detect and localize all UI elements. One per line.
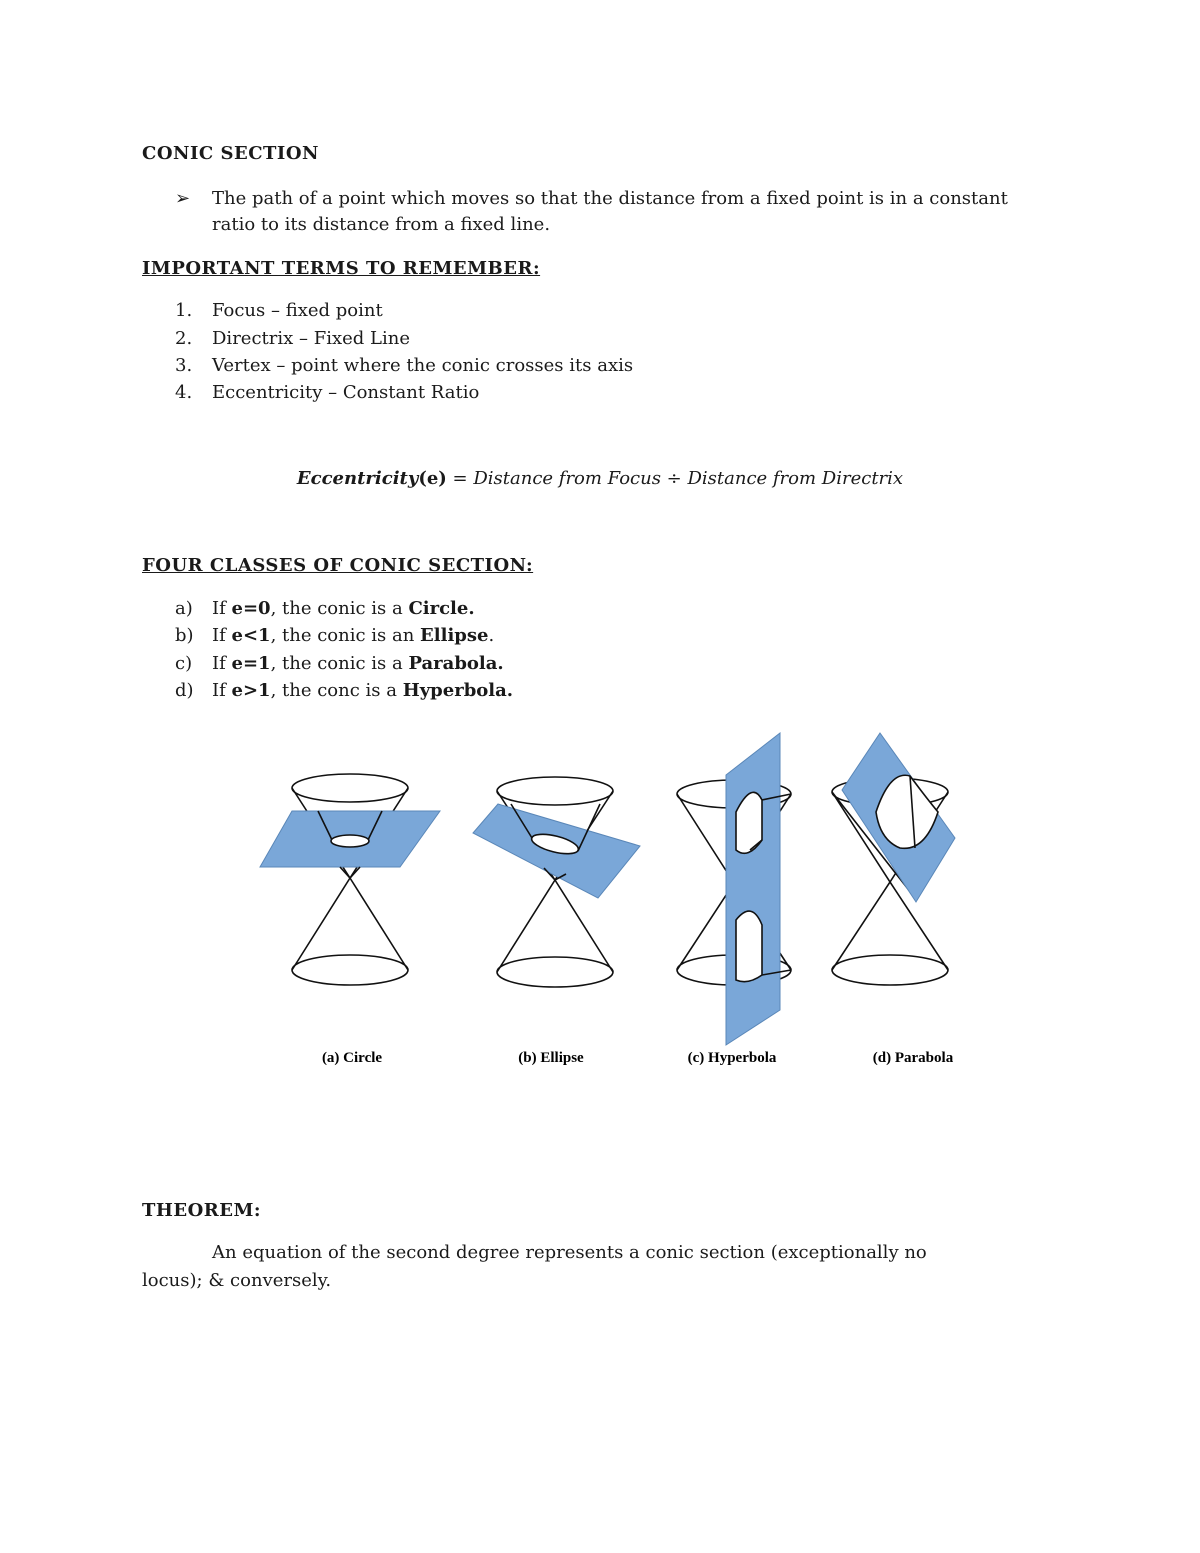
caption-parabola: (d) Parabola xyxy=(872,1050,954,1066)
caption-hyperbola: (c) Hyperbola xyxy=(687,1050,777,1066)
class-text: , the conic is an xyxy=(270,625,421,646)
class-suffix: . xyxy=(488,625,495,646)
class-marker: a) xyxy=(175,598,193,619)
ellipse-diagram xyxy=(473,777,640,987)
class-prefix: If xyxy=(212,680,232,701)
term-number: 1. xyxy=(175,300,193,321)
term-text: Focus – fixed point xyxy=(212,300,383,321)
term-text: Eccentricity – Constant Ratio xyxy=(212,382,480,403)
class-prefix: If xyxy=(212,598,232,619)
caption-circle: (a) Circle xyxy=(321,1050,383,1066)
class-text: , the conc is a xyxy=(270,680,403,701)
hyperbola-diagram xyxy=(677,733,791,1045)
term-number: 4. xyxy=(175,382,193,403)
formula-lhs: Eccentricity xyxy=(296,468,419,489)
class-name: Hyperbola. xyxy=(402,680,514,701)
cutting-plane xyxy=(726,733,780,1045)
term-text: Vertex – point where the conic crosses its axis xyxy=(212,355,634,376)
class-marker: d) xyxy=(175,680,194,701)
theorem-line-2: locus); & conversely. xyxy=(142,1270,332,1291)
definition-line-2: ratio to its distance from a fixed line. xyxy=(212,214,551,235)
class-name: Circle. xyxy=(408,598,475,619)
formula-variable: (e) xyxy=(418,468,447,489)
class-condition: e=0 xyxy=(231,598,271,619)
class-prefix: If xyxy=(212,625,232,646)
classes-title: FOUR CLASSES OF CONIC SECTION: xyxy=(142,555,534,576)
definition-bullet-icon: ➢ xyxy=(175,188,191,209)
class-name: Parabola. xyxy=(408,653,504,674)
class-prefix: If xyxy=(212,653,232,674)
term-number: 3. xyxy=(175,355,193,376)
class-condition: e>1 xyxy=(231,680,271,701)
caption-ellipse: (b) Ellipse xyxy=(518,1050,584,1066)
term-number: 2. xyxy=(175,328,193,349)
class-name: Ellipse xyxy=(420,625,489,646)
theorem-title: THEOREM: xyxy=(142,1200,262,1221)
formula-rhs: = Distance from Focus ÷ Distance from Directrix xyxy=(452,468,904,489)
parabola-diagram xyxy=(832,733,955,985)
theorem-line-1: An equation of the second degree represents a conic section (exceptionally no xyxy=(212,1242,927,1263)
class-marker: b) xyxy=(175,625,194,646)
class-condition: e=1 xyxy=(231,653,271,674)
class-text: , the conic is a xyxy=(270,598,409,619)
definition-line-1: The path of a point which moves so that the distance from a fixed point is in a constant xyxy=(212,188,1008,209)
section-title: CONIC SECTION xyxy=(142,143,319,164)
class-marker: c) xyxy=(175,653,193,674)
terms-title: IMPORTANT TERMS TO REMEMBER: xyxy=(142,258,541,279)
term-text: Directrix – Fixed Line xyxy=(212,328,410,349)
class-text: , the conic is a xyxy=(270,653,409,674)
circle-diagram xyxy=(260,774,440,985)
class-condition: e<1 xyxy=(231,625,271,646)
